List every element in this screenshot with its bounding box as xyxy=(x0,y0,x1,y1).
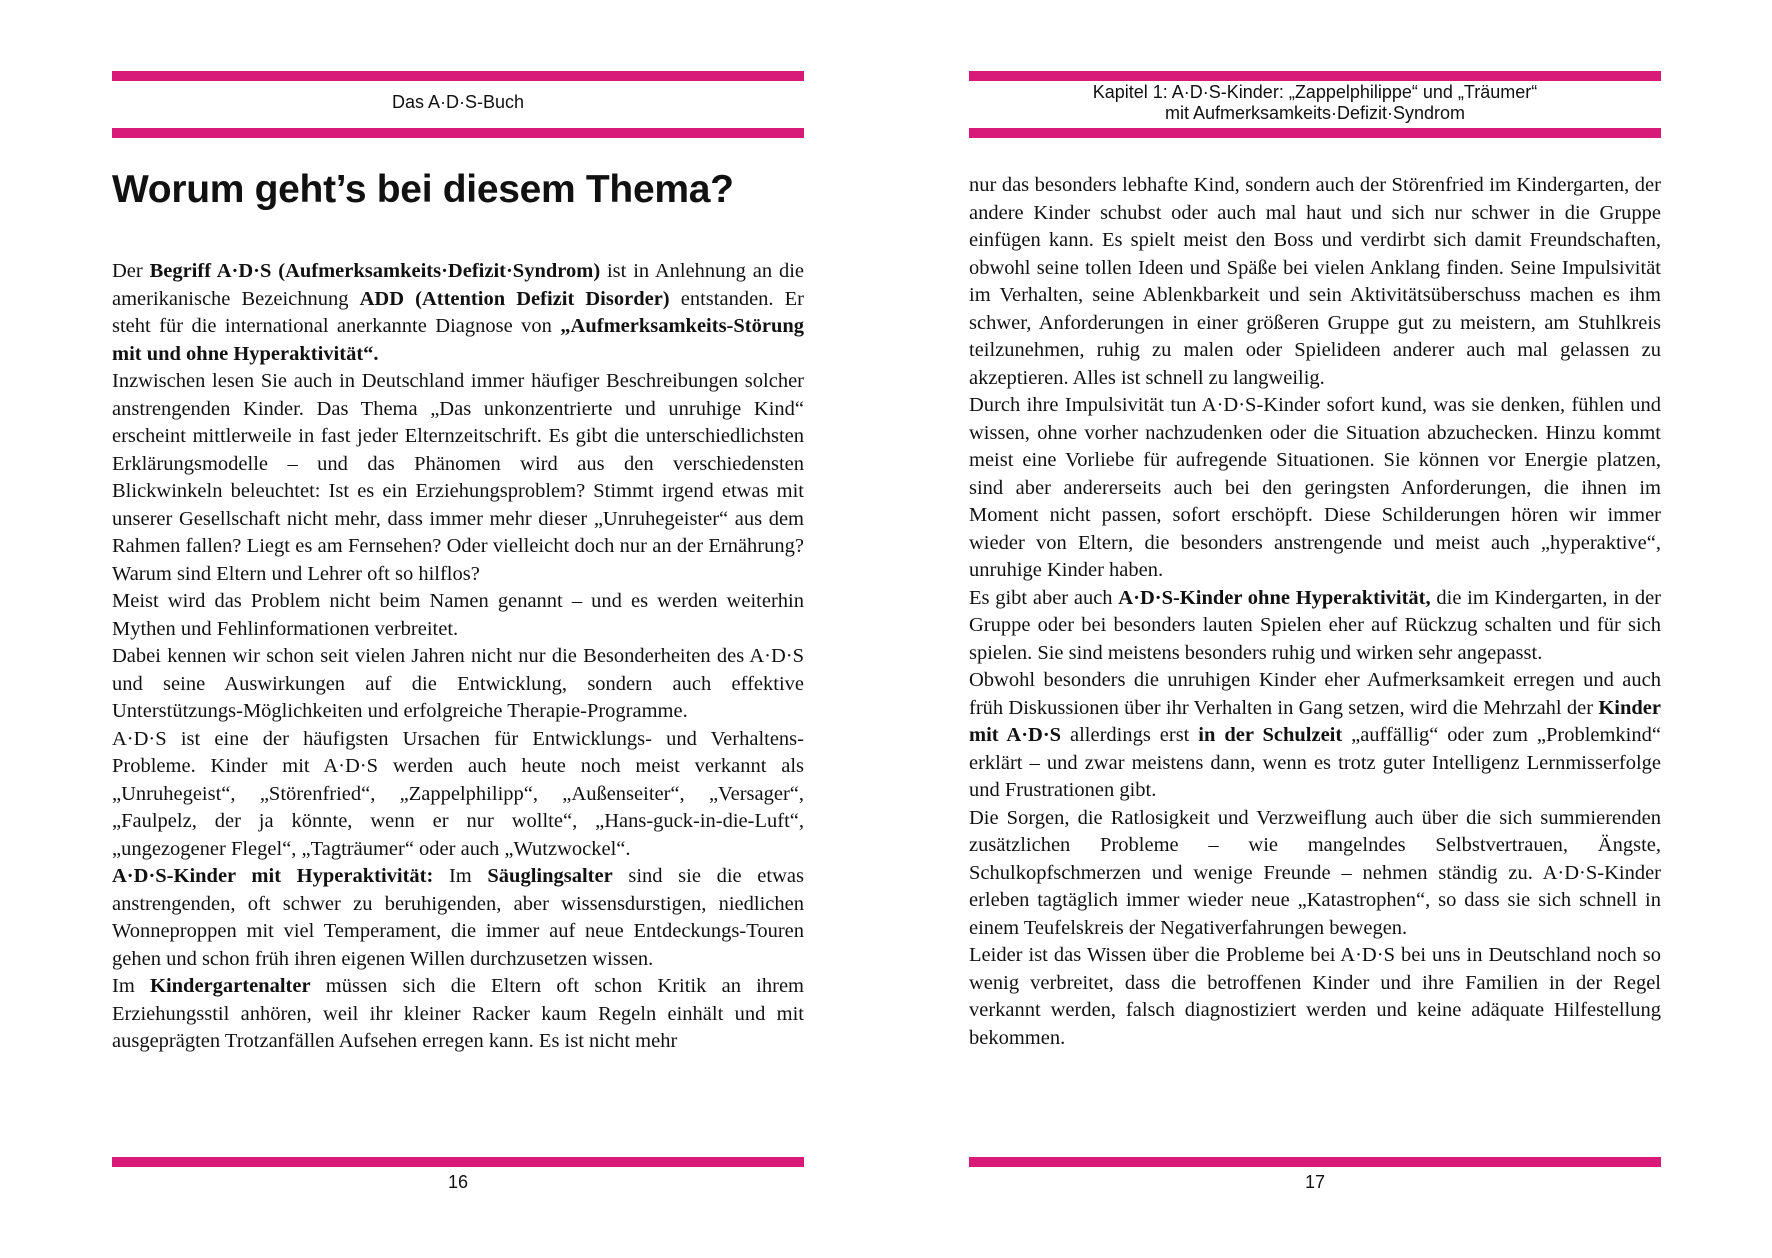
paragraph xyxy=(969,172,1661,392)
paragraph xyxy=(112,973,804,1056)
footer-rule xyxy=(112,1157,804,1167)
running-head: Das A·D·S-Buch xyxy=(391,92,525,112)
page-number: 17 xyxy=(1304,1172,1326,1192)
text-run: Meist wird das Problem nicht beim Namen genannt – und es werden weiterhin Mythen und Fehlinformationen verbreitet. xyxy=(112,590,804,640)
footer-rule xyxy=(969,1157,1661,1167)
text-run: Im xyxy=(112,975,151,997)
body-text xyxy=(112,258,804,1056)
body-text xyxy=(969,172,1661,1052)
header-rule-top xyxy=(112,71,804,81)
text-run: Durch ihre Impulsivität tun A·D·S-Kinder sofort kund, was sie denken, fühlen und wissen, ohne vorher nachzudenken oder die Situation abzuchecken. Hinzu kommt meist eine Vorliebe für aufregende Situationen. Sie können vor Energie platzen, sind aber andererseits auch bei den geringsten Anforderungen, die ihnen im Moment nicht passen, sofort erschöpft. Diese Schilderungen hören wir immer wieder von Eltern, die besonders anstrengende und meist auch „hyperaktive“, unruhige Kinder haben. xyxy=(969,394,1661,581)
header-rule-bottom xyxy=(969,128,1661,138)
text-run: Leider ist das Wissen über die Probleme bei A·D·S bei uns in Deutschland noch so wenig verbreitet, dass die betroffenen Kinder und ihre Familien in der Regel verkannt werden, falsch diagnostiziert werden und keine adäquate Hilfestellung bekommen. xyxy=(969,944,1661,1049)
text-run: Es gibt aber auch xyxy=(969,586,1119,609)
header-rule-bottom xyxy=(112,128,804,138)
paragraph xyxy=(112,863,804,973)
paragraph xyxy=(969,805,1661,943)
text-run: Obwohl besonders die unruhigen Kinder eher Aufmerksamkeit erregen und auch früh Diskussionen über ihr Verhalten in Gang setzen, wird die Mehrzahl der xyxy=(969,669,1661,719)
running-head xyxy=(969,82,1661,124)
bold-term: A·D·S-Kinder mit Hyperaktivität: xyxy=(112,865,434,887)
paragraph xyxy=(112,368,804,588)
bold-term: Säuglingsalter xyxy=(487,865,613,887)
header-rule-top xyxy=(969,71,1661,81)
bold-term: „Aufmerksamkeits-Störung mit und ohne Hyperaktivität“. xyxy=(112,315,804,365)
bold-term: Kindergartenalter xyxy=(150,975,311,997)
text-run: entstanden. Er steht für die international anerkannte Diagnose von xyxy=(112,287,805,337)
paragraph xyxy=(112,726,804,864)
paragraph xyxy=(112,643,804,726)
text-run: sind sie die etwas anstrengenden, oft schwer zu beruhigenden, aber wissensdurstigen, niedlichen Wonneproppen mit viel Temperament, die immer auf neue Entdeckungs-Touren gehen und schon früh ihren eigenen Willen durchzusetzen wissen. xyxy=(112,865,804,970)
paragraph xyxy=(969,585,1661,668)
text-run: ist in Anlehnung an die amerikanische Bezeichnung xyxy=(112,260,804,310)
text-run: nur das besonders lebhafte Kind, sondern auch der Störenfried im Kindergarten, der andere Kinder schubst oder auch mal haut und sich nur schwer in die Gruppe einfügen kann. Es spielt meist den Boss und verdirbt sich damit Freundschaften, obwohl seine tollen Ideen und Späße bei vielen Anklang finden. Seine Impulsivität im Verhalten, seine Ablenkbarkeit und sein Aktivitätsüberschuss machen es ihm schwer, Anforderungen in einer größeren Gruppe gut zu meistern, am Stuhlkreis teilzunehmen, ruhig zu malen oder Spielideen anderer auch mal gelassen zu akzeptieren. Alles ist schnell zu langweilig. xyxy=(969,174,1661,389)
running-head-line-1: Kapitel 1: A·D·S-Kinder: „Zappelphilippe“ und „Träumer“ xyxy=(1092,82,1538,102)
bold-term: Kinder mit A·D·S xyxy=(969,696,1661,746)
paragraph xyxy=(969,392,1661,585)
paragraph xyxy=(112,258,804,368)
right-page xyxy=(969,0,1661,1258)
paragraph xyxy=(112,588,804,643)
bold-term: Begriff A·D·S (Aufmerksamkeits·Defizit·Syndrom) xyxy=(149,260,601,282)
text-run: Inzwischen lesen Sie auch in Deutschland immer häufiger Beschreibungen solcher anstrengenden Kinder. Das Thema „Das unkonzentrierte und unruhige Kind“ erscheint mittlerweile in fast jeder Elternzeitschrift. Es gibt die unterschiedlichsten Erklärungsmodelle – und das Phänomen wird aus den verschiedensten Blickwinkeln beleuchtet: Ist es ein Erziehungsproblem? Stimmt irgend etwas mit unserer Gesellschaft nicht mehr, dass immer mehr dieser „Unruhegeister“ aus dem Rahmen fallen? Liegt es am Fernsehen? Oder vielleicht doch nur an der Ernährung? Warum sind Eltern und Lehrer oft so hilflos? xyxy=(112,370,804,585)
running-head-line-2: mit Aufmerksamkeits·Defizit·Syndrom xyxy=(1164,103,1466,123)
page-heading: Worum geht’s bei diesem Thema? xyxy=(112,168,734,211)
paragraph xyxy=(969,942,1661,1052)
text-run: „auffällig“ oder zum „Problemkind“ erklärt – und zwar meistens dann, wenn es trotz guter Intelligenz Lernmisserfolge und Frustrationen gibt. xyxy=(969,724,1661,801)
text-run: Der xyxy=(112,260,150,282)
text-run: die im Kindergarten, in der Gruppe oder bei besonders lauten Spielen eher auf Rückzug schalten und für sich spielen. Sie sind meistens besonders ruhig und wirken sehr angepasst. xyxy=(969,586,1661,664)
text-run: Die Sorgen, die Ratlosigkeit und Verzweiflung auch über die sich summierenden zusätzlichen Probleme – wie mangelndes Selbstvertrauen, Ängste, Schulkopfschmerzen und wenige Freunde – nehmen ständig zu. A·D·S-Kinder erleben tagtäglich immer wieder neue „Katastrophen“, so dass sie sich schnell in einem Teufelskreis der Negativerfahrungen bewegen. xyxy=(969,806,1661,939)
text-run: müssen sich die Eltern oft schon Kritik an ihrem Erziehungsstil anhören, weil ihr kleiner Racker kaum Regeln einhält und mit ausgeprägten Trotzanfällen Aufsehen erregen kann. Es ist nicht mehr xyxy=(112,975,805,1052)
text-run: A·D·S ist eine der häufigsten Ursachen für Entwicklungs- und Verhaltens-Probleme. Kinder mit A·D·S werden auch heute noch meist verkannt als „Unruhegeist“, „Störenfried“, „Zappelphilipp“, „Außenseiter“, „Versager“, „Faulpelz, der ja könnte, wenn er nur wollte“, „Hans-guck-in-die-Luft“, „ungezogener Flegel“, „Tagträumer“ oder auch „Wutzwockel“. xyxy=(112,727,804,860)
paragraph xyxy=(969,667,1661,805)
bold-term: ADD (Attention Defizit Disorder) xyxy=(359,287,670,310)
text-run: allerdings erst xyxy=(1061,724,1199,746)
page-number: 16 xyxy=(447,1172,469,1192)
left-page xyxy=(112,0,804,1258)
text-run: Dabei kennen wir schon seit vielen Jahren nicht nur die Besonderheiten des A·D·S und seine Auswirkungen auf die Entwicklung, sondern auch effektive Unterstützungs-Möglichkeiten und erfolgreiche Therapie-Programme. xyxy=(112,645,804,722)
bold-term: A·D·S-Kinder ohne Hyperaktivität, xyxy=(1118,586,1431,609)
bold-term: in der Schulzeit xyxy=(1198,724,1343,746)
text-run: Im xyxy=(433,865,488,887)
